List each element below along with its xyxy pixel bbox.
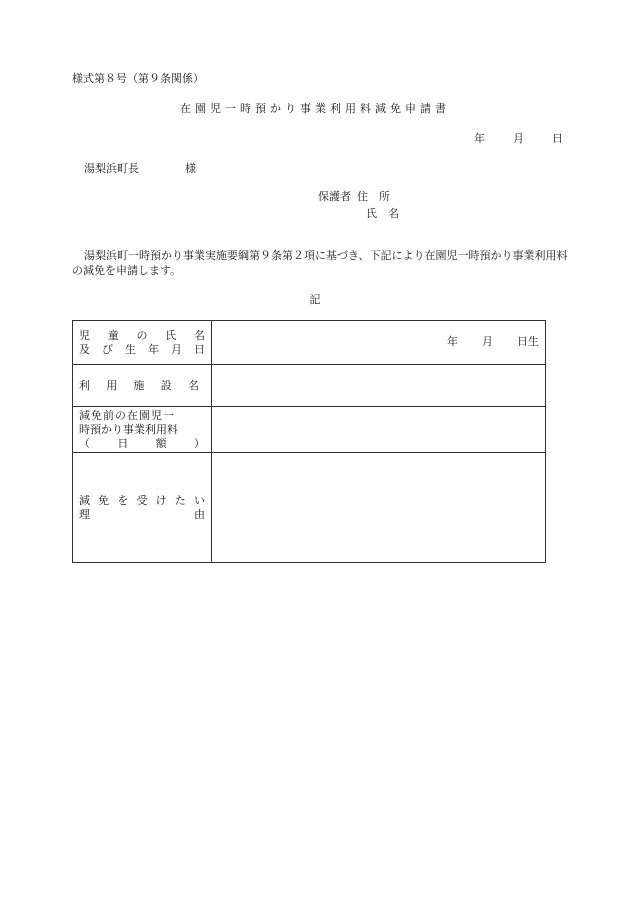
label-char: 日: [194, 342, 205, 356]
label-char: 名: [194, 328, 205, 342]
address-label: 住 所: [357, 190, 390, 203]
label-char: 童: [107, 328, 119, 342]
label-char: 日: [117, 436, 129, 450]
date-month: 月: [513, 132, 524, 145]
label-line: [79, 329, 205, 343]
label-char: 年: [148, 342, 159, 356]
fee-before-reduction-field[interactable]: [212, 407, 546, 453]
label-char: 及: [79, 342, 90, 356]
label-char: の: [136, 328, 148, 342]
addressee-honorific: 様: [185, 162, 196, 175]
label-char: 額: [155, 436, 167, 450]
guardian-name-label: 氏 名: [366, 207, 399, 220]
label-char: 免: [98, 493, 110, 507]
label-line: 時預かり事業利用料: [79, 422, 178, 436]
addressee-name: 湯梨浜町長: [84, 162, 139, 175]
application-date: [474, 132, 563, 146]
application-table: [72, 320, 546, 563]
facility-name-label: [73, 365, 212, 407]
label-char: い: [193, 493, 205, 507]
table-row: [73, 321, 546, 365]
table-row: [73, 407, 546, 453]
guardian-address: [318, 190, 390, 204]
label-line: [79, 343, 205, 357]
label-line: [79, 508, 205, 522]
label-char: 名: [188, 378, 199, 392]
label-char: 施: [133, 378, 145, 392]
dob-year: 年: [447, 335, 458, 348]
fee-before-reduction-label: [73, 407, 212, 453]
document-title: 在園児一時預かり事業利用料減免申請書: [180, 102, 450, 115]
date-day: 日: [552, 132, 563, 145]
child-name-dob-label: [73, 321, 212, 365]
label-line: [79, 379, 205, 393]
label-char: 設: [160, 378, 172, 392]
addressee: [84, 162, 196, 176]
date-year: 年: [474, 132, 485, 145]
facility-name-field[interactable]: [212, 365, 546, 407]
label-char: 氏: [165, 328, 177, 342]
guardian-label: 保護者: [318, 190, 351, 203]
label-char: 受: [136, 493, 148, 507]
label-char: び: [102, 342, 113, 356]
label-char: 月: [171, 342, 182, 356]
table-row: [73, 453, 546, 563]
child-name-dob-field[interactable]: [212, 321, 546, 365]
label-char: を: [117, 493, 129, 507]
dob-day: 日生: [517, 335, 539, 348]
application-statement: 湯梨浜町一時預かり事業実施要綱第９条第２項に基づき、下記により在園児一時預かり事業利用料の減免を申請します。: [72, 249, 568, 277]
label-char: （: [79, 436, 90, 450]
birth-date: [447, 335, 539, 349]
ki-heading: 記: [309, 293, 321, 306]
label-char: 児: [79, 328, 90, 342]
form-number: 様式第８号（第９条関係）: [72, 72, 204, 85]
label-char: 理: [79, 507, 90, 521]
label-char: け: [155, 493, 167, 507]
dob-month: 月: [482, 335, 493, 348]
label-line: [79, 437, 205, 451]
label-line: 減免前の在園児一: [79, 408, 175, 422]
label-char: ）: [193, 436, 205, 450]
table-row: [73, 365, 546, 407]
label-char: 用: [106, 378, 118, 392]
label-char: 生: [125, 342, 136, 356]
label-char: 減: [79, 493, 90, 507]
reduction-reason-field[interactable]: [212, 453, 546, 563]
label-char: た: [174, 493, 186, 507]
label-char: 由: [194, 507, 205, 521]
label-char: 利: [79, 378, 90, 392]
reduction-reason-label: [73, 453, 212, 563]
label-line: [79, 494, 205, 508]
